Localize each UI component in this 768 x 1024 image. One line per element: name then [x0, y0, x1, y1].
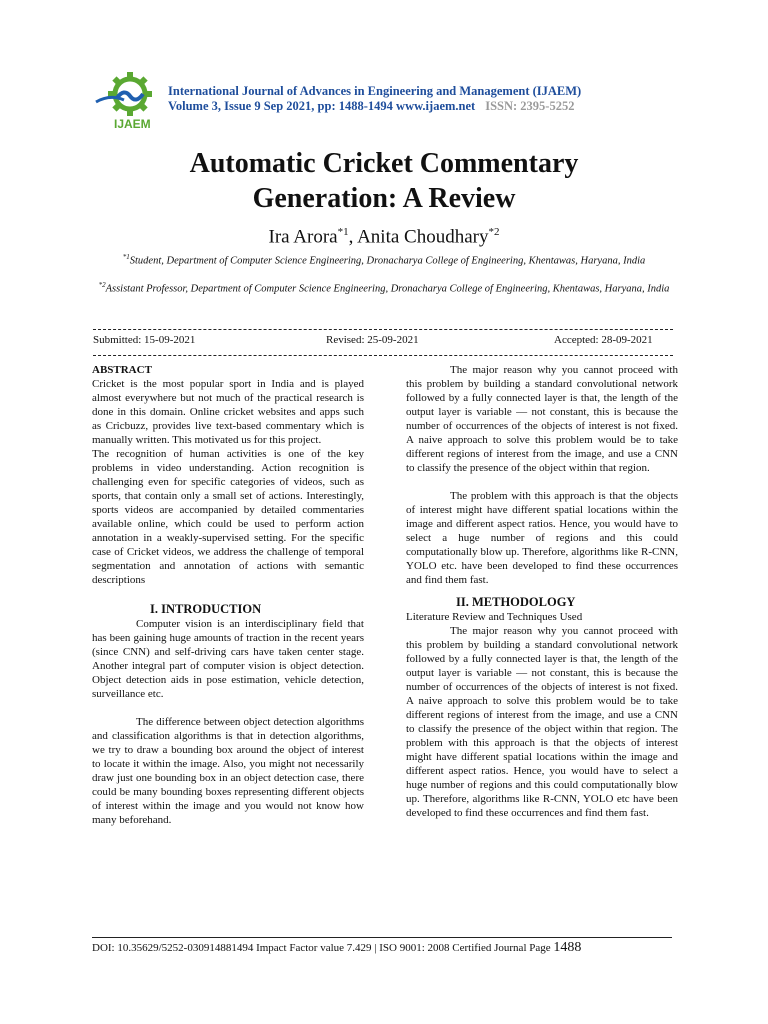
logo-wordmark: IJAEM: [114, 117, 151, 131]
affiliation-2-text: Assistant Professor, Department of Computer Science Engineering, Dronacharya College of Engineering, Khentawas, Haryana, India: [105, 283, 670, 295]
page-footer: [92, 940, 581, 956]
abstract-heading: ABSTRACT: [92, 364, 152, 376]
methodology-subheading: Literature Review and Techniques Used: [406, 611, 583, 623]
journal-title: International Journal of Advances in Engineering and Management (IJAEM): [168, 84, 582, 98]
affiliation-2-marker: *2: [98, 281, 106, 289]
revised-date: Revised: 25-09-2021: [326, 334, 419, 346]
introduction-paragraph-1: Computer vision is an interdisciplinary field that has been gaining huge amounts of traction in the recent years (since CNN) and self-driving cars have taken center stage. Another integral part of computer vision is object detection. Object detection aids in pose estimation, vehicle detection, surveillance etc.: [92, 618, 364, 700]
affiliation-1-text: Student, Department of Computer Science Engineering, Dronacharya College of Engineering, Khentawas, Haryana, India: [129, 255, 646, 267]
introduction-heading: I. INTRODUCTION: [150, 602, 262, 616]
right-column: [406, 363, 678, 820]
page-number: 1488: [553, 940, 582, 955]
abstract-paragraph-2: The recognition of human activities is one of the key problems in video understanding. Action recognition is challenging even for specific categories of videos, such as sports, that contain only a small set of actions. Interestingly, sports videos are accompanied by detailed commentaries available online, which could be used to perform action annotation in a weakly-supervised setting. For the specific case of Cricket videos, we address the challenge of temporal segmentation and annotation of actions with semantic descriptions: [92, 448, 364, 586]
methodology-paragraph-1: The major reason why you cannot proceed with this problem by building a standard convolutional network followed by a fully connected layer is that, the length of the output layer is variable — not constant, this is because the number of occurrences of the objects of interest is not fixed. A naive approach to solve this problem would be to take different regions of interest from the image, and use a CNN to classify the presence of the object within that region. The problem with this approach is that the objects of interest might have different spatial locations within the image and different aspect ratios. Hence, you would have to select a huge number of regions and this could computationally blow up. Therefore, algorithms like R-CNN, YOLO etc have been developed to find these occurrences and find them fast.: [406, 625, 678, 819]
footer-divider: [92, 937, 672, 938]
methodology-heading: II. METHODOLOGY: [456, 595, 576, 609]
journal-logo: [90, 68, 166, 132]
gear-logo-icon: [90, 68, 166, 132]
author-1: Ira Arora: [268, 226, 338, 248]
paper-title: [0, 146, 768, 216]
right-paragraph-2: The problem with this approach is that the objects of interest might have different spatial locations within the image and different aspect ratios. Hence, you would have to select a huge number of regions and this could computationally blow up. Therefore, algorithms like R-CNN, YOLO etc. have been developed to find these occurrences and find them fast.: [406, 490, 678, 586]
affiliation-2: [95, 278, 673, 297]
author-2-marker: *2: [488, 226, 500, 238]
paper-title-line-1: Automatic Cricket Commentary: [189, 148, 579, 179]
right-paragraph-1: The major reason why you cannot proceed with this problem by building a standard convolutional network followed by a fully connected layer is that, the length of the output layer is variable — not constant, this is because the number of occurrences of the objects of interest is not fixed. A naive approach to solve this problem would be to take different regions of interest from the image, and use a CNN to classify the presence of the object within that region.: [406, 364, 678, 474]
author-list: [0, 226, 768, 248]
divider-top: [93, 329, 673, 330]
footer-text: DOI: 10.35629/5252-030914881494 Impact Factor value 7.429 | ISO 9001: 2008 Certified Journal Page: [92, 942, 554, 954]
divider-bottom: [93, 355, 673, 356]
volume-info: Volume 3, Issue 9 Sep 2021, pp: 1488-1494 www.ijaem.net: [168, 99, 476, 113]
abstract-paragraph-1: Cricket is the most popular sport in India and is played almost everywhere but not much of the practical research is done in this domain. Online cricket websites and apps such as Cricbuzz, provides live text-based commentary which is manually written. This motivated us for this project.: [92, 378, 364, 446]
affiliation-1: [95, 250, 673, 269]
author-2: Anita Choudhary: [357, 226, 489, 248]
paper-title-line-2: Generation: A Review: [252, 183, 516, 214]
affiliation-1-marker: *1: [122, 253, 130, 261]
author-separator: ,: [348, 226, 358, 248]
accepted-date: Accepted: 28-09-2021: [554, 334, 653, 346]
issn: ISSN: 2395-5252: [485, 99, 575, 113]
left-column: [92, 363, 364, 827]
introduction-paragraph-2: The difference between object detection algorithms and classification algorithms is that in detection algorithms, we try to draw a bounding box around the object of interest to locate it within the image. Also, you might not necessarily draw just one bounding box in an object detection case, there could be many bounding boxes representing different objects of interest within the image and you would not know how many beforehand.: [92, 716, 364, 826]
author-1-marker: *1: [337, 226, 349, 238]
journal-volume-line: [168, 99, 574, 114]
submitted-date: Submitted: 15-09-2021: [93, 334, 196, 346]
